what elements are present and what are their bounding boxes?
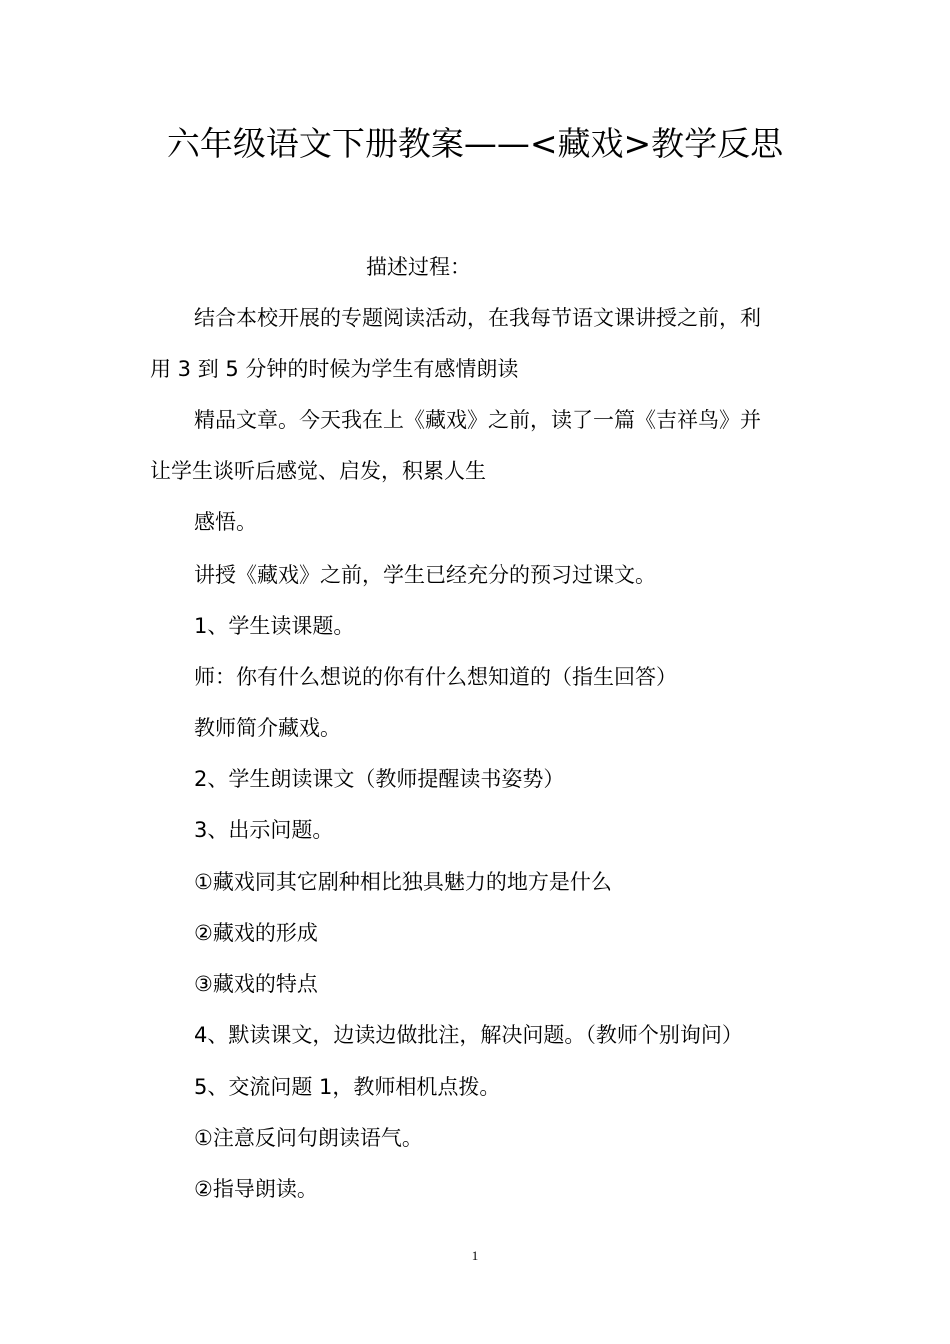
paragraph-line: 教师简介藏戏。 bbox=[194, 716, 341, 740]
list-item: ①注意反问句朗读语气。 bbox=[194, 1126, 423, 1150]
list-item: 4、默读课文，边读边做批注，解决问题。（教师个别询问） bbox=[194, 1023, 743, 1047]
document-title: 六年级语文下册教案——<藏戏>教学反思 bbox=[166, 124, 784, 163]
list-item: ①藏戏同其它剧种相比独具魅力的地方是什么 bbox=[194, 870, 612, 894]
section-heading: 描述过程： bbox=[366, 255, 471, 279]
list-item: ③藏戏的特点 bbox=[194, 972, 318, 996]
paragraph-line: 讲授《藏戏》之前，学生已经充分的预习过课文。 bbox=[194, 563, 656, 587]
paragraph-line: 让学生谈听后感觉、启发，积累人生 bbox=[150, 459, 486, 483]
list-item: ②藏戏的形成 bbox=[194, 921, 318, 945]
paragraph-line: 用 3 到 5 分钟的时候为学生有感情朗读 bbox=[150, 357, 519, 381]
paragraph-line: 感悟。 bbox=[194, 510, 257, 534]
page-number: 1 bbox=[471, 1248, 479, 1263]
paragraph-line: 师：你有什么想说的你有什么想知道的（指生回答） bbox=[194, 665, 677, 689]
paragraph-line: 精品文章。今天我在上《藏戏》之前，读了一篇《吉祥鸟》并 bbox=[194, 408, 761, 432]
list-item: ②指导朗读。 bbox=[194, 1177, 318, 1201]
list-item: 3、出示问题。 bbox=[194, 818, 334, 842]
list-item: 1、学生读课题。 bbox=[194, 614, 355, 638]
paragraph-line: 结合本校开展的专题阅读活动，在我每节语文课讲授之前，利 bbox=[194, 306, 761, 330]
list-item: 2、学生朗读课文（教师提醒读书姿势） bbox=[194, 767, 565, 791]
list-item: 5、交流问题 1，教师相机点拨。 bbox=[194, 1075, 501, 1099]
